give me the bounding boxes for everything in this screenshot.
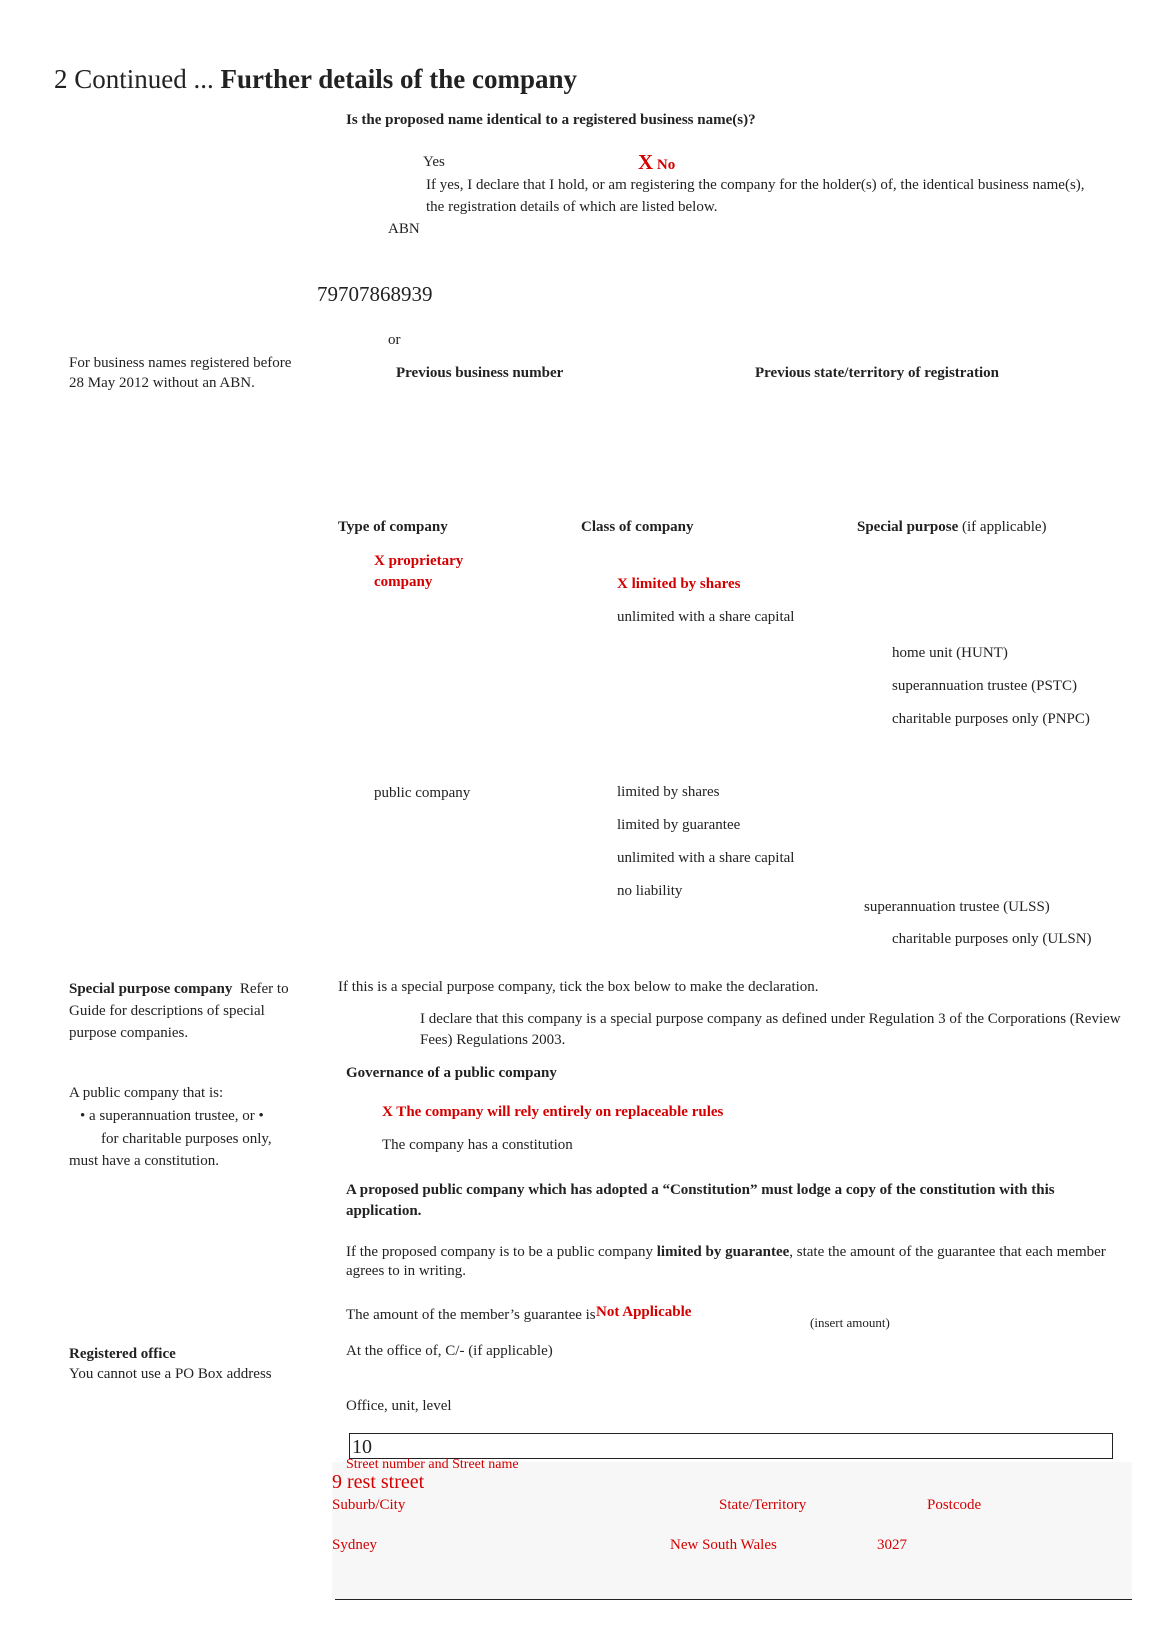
special-purpose-side-title: Special purpose company bbox=[69, 981, 233, 997]
business-name-declaration-line1: If yes, I declare that I hold, or am registering the company for the holder(s) of, the identical business name(s), bbox=[426, 177, 1085, 193]
lodge-note-line1: A proposed public company which has adopted a “Constitution” must lodge a copy of the constitution with this bbox=[346, 1182, 1055, 1198]
care-of-label: At the office of, C/- (if applicable) bbox=[346, 1343, 553, 1359]
business-name-question: Is the proposed name identical to a registered business name(s)? bbox=[346, 112, 756, 128]
registered-office-title: Registered office bbox=[69, 1346, 176, 1362]
public-class-no-liability[interactable]: no liability bbox=[617, 883, 683, 899]
governance-side-line1: A public company that is: bbox=[69, 1085, 224, 1101]
guarantee-pre: If the proposed company is to be a public company bbox=[346, 1244, 657, 1260]
proprietary-company-option[interactable]: X proprietary bbox=[374, 553, 464, 569]
guarantee-amount-label: The amount of the member’s guarantee is bbox=[346, 1307, 596, 1323]
suburb-label: Suburb/City bbox=[332, 1497, 406, 1513]
address-section-background bbox=[332, 1462, 1132, 1599]
abn-field[interactable]: 79707868939 bbox=[317, 282, 433, 306]
public-class-limited-by-guarantee[interactable]: limited by guarantee bbox=[617, 817, 741, 833]
special-purpose-side-note bbox=[69, 978, 294, 1044]
guarantee-instruction-line2: agrees to in writing. bbox=[346, 1263, 466, 1279]
business-name-yes-option[interactable]: Yes bbox=[423, 154, 445, 170]
governance-side-line4: must have a constitution. bbox=[69, 1153, 219, 1169]
title-main: Further details of the company bbox=[220, 64, 577, 94]
type-of-company-header: Type of company bbox=[338, 519, 448, 535]
governance-constitution-option[interactable]: The company has a constitution bbox=[382, 1137, 573, 1153]
business-name-no-option[interactable] bbox=[638, 150, 675, 175]
special-purpose-instruction: If this is a special purpose company, tick the box below to make the declaration. bbox=[338, 979, 819, 995]
special-home-unit[interactable]: home unit (HUNT) bbox=[892, 645, 1008, 661]
no-check-mark: X bbox=[638, 150, 654, 174]
previous-state-label: Previous state/territory of registration bbox=[755, 365, 999, 381]
prop-class-unlimited[interactable]: unlimited with a share capital bbox=[617, 609, 795, 625]
governance-side-line2: • a superannuation trustee, or • bbox=[80, 1108, 264, 1124]
page-title bbox=[54, 64, 577, 95]
guarantee-post: , state the amount of the guarantee that each member bbox=[789, 1244, 1106, 1260]
lodge-note-line2: application. bbox=[346, 1203, 422, 1219]
postcode-field[interactable]: 3027 bbox=[877, 1537, 907, 1553]
governance-side-line3: for charitable purposes only, bbox=[101, 1131, 272, 1147]
class-of-company-header: Class of company bbox=[581, 519, 694, 535]
business-name-side-note: For business names registered before 28 May 2012 without an ABN. bbox=[69, 355, 292, 391]
address-bottom-rule bbox=[335, 1599, 1132, 1600]
street-field[interactable]: 9 rest street bbox=[332, 1471, 425, 1493]
special-purpose-declaration-line1[interactable]: I declare that this company is a special purpose company as defined under Regulation 3 of the Corporations (Review bbox=[420, 1011, 1121, 1027]
registered-office-side-note: You cannot use a PO Box address bbox=[69, 1366, 272, 1382]
abn-label: ABN bbox=[388, 221, 420, 237]
state-label: State/Territory bbox=[719, 1497, 807, 1513]
special-superannuation-pstc[interactable]: superannuation trustee (PSTC) bbox=[892, 678, 1077, 694]
special-purpose-header-label: Special purpose bbox=[857, 519, 959, 535]
street-label: Street number and Street name bbox=[346, 1457, 519, 1472]
guarantee-instruction bbox=[346, 1244, 1106, 1261]
special-purpose-declaration-line2: Fees) Regulations 2003. bbox=[420, 1032, 566, 1048]
special-charitable-ulsn[interactable]: charitable purposes only (ULSN) bbox=[892, 931, 1092, 947]
insert-amount-hint: (insert amount) bbox=[810, 1315, 890, 1330]
governance-title: Governance of a public company bbox=[346, 1065, 557, 1081]
business-name-declaration-line2: the registration details of which are listed below. bbox=[426, 199, 718, 215]
suburb-field[interactable]: Sydney bbox=[332, 1537, 377, 1553]
special-purpose-header bbox=[857, 519, 1047, 536]
special-superannuation-ulss[interactable]: superannuation trustee (ULSS) bbox=[864, 899, 1050, 915]
special-purpose-side-text: Refer to Guide for descriptions of special purpose companies. bbox=[69, 981, 289, 1041]
no-label: No bbox=[656, 157, 676, 173]
proprietary-company-option-line2: company bbox=[374, 574, 433, 590]
governance-replaceable-rules-option[interactable]: X The company will rely entirely on replaceable rules bbox=[382, 1104, 724, 1120]
public-class-limited-by-shares[interactable]: limited by shares bbox=[617, 784, 720, 800]
prop-class-limited-by-shares[interactable]: X limited by shares bbox=[617, 576, 741, 592]
previous-business-number-label: Previous business number bbox=[396, 365, 564, 381]
guarantee-bold: limited by guarantee bbox=[656, 1244, 790, 1260]
state-field[interactable]: New South Wales bbox=[670, 1537, 777, 1553]
special-charitable-pnpc[interactable]: charitable purposes only (PNPC) bbox=[892, 711, 1090, 727]
special-purpose-header-suffix: (if applicable) bbox=[962, 519, 1047, 535]
office-unit-level-field[interactable]: 10 bbox=[349, 1433, 1113, 1459]
postcode-label: Postcode bbox=[927, 1497, 982, 1513]
office-unit-level-label: Office, unit, level bbox=[346, 1398, 452, 1414]
guarantee-amount-field[interactable]: Not Applicable bbox=[596, 1304, 692, 1320]
or-label: or bbox=[388, 332, 401, 348]
public-company-option[interactable]: public company bbox=[374, 785, 471, 801]
public-class-unlimited[interactable]: unlimited with a share capital bbox=[617, 850, 795, 866]
title-prefix: 2 Continued ... bbox=[54, 64, 214, 94]
